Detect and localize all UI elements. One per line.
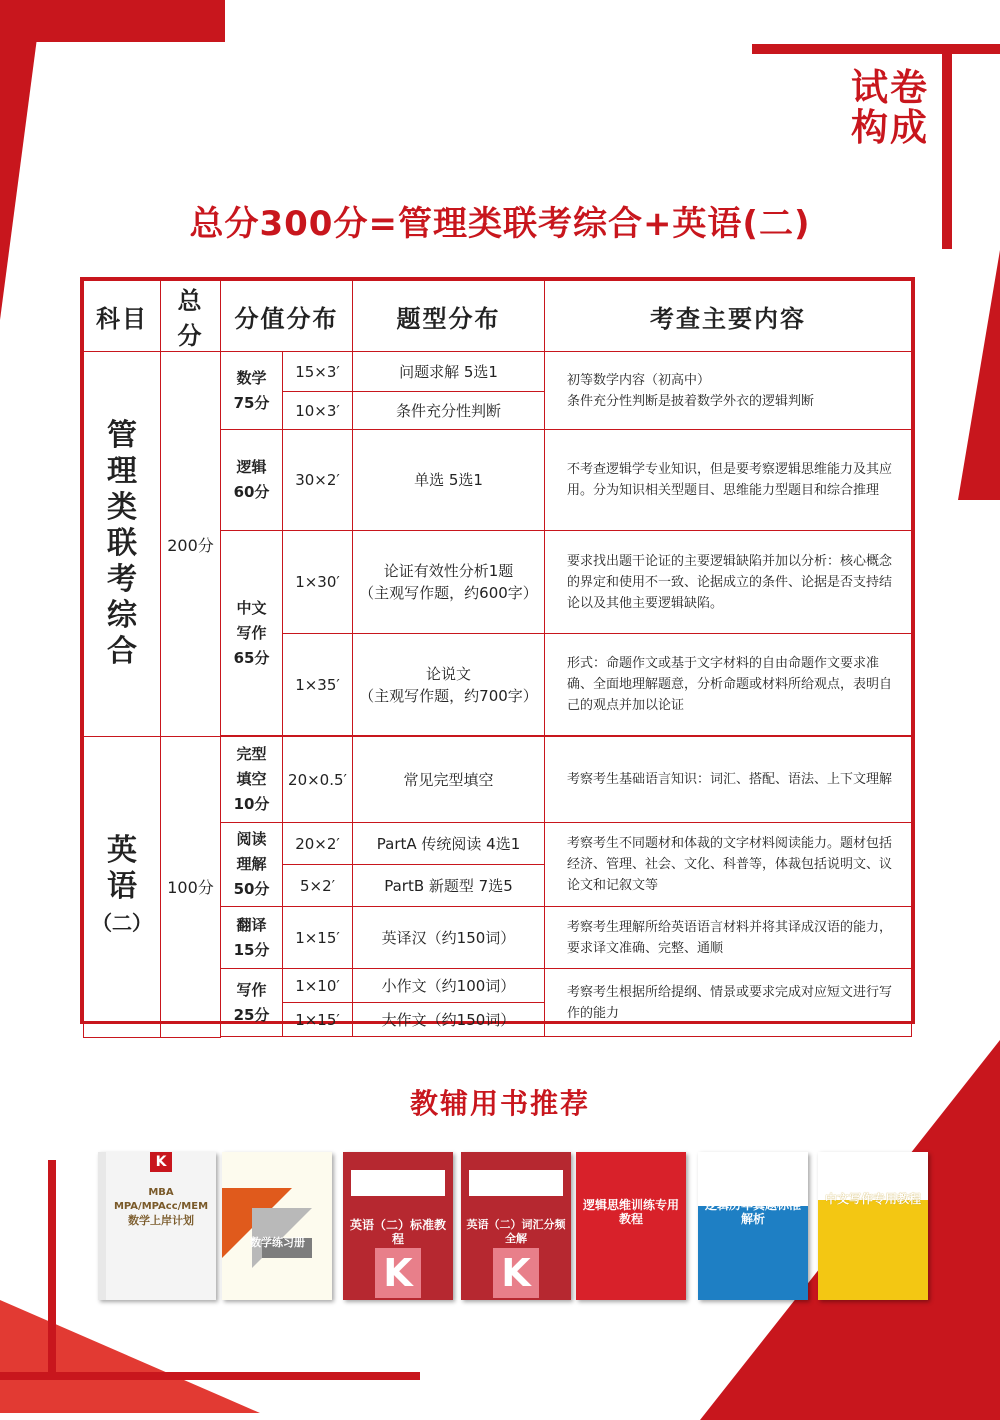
book-title: 逻辑思维训练专用教程 — [582, 1198, 679, 1226]
logo-line-1: 高仕 — [59, 51, 123, 86]
page-title: 总分300分=管理类联考综合+英语(二) — [189, 204, 811, 244]
cloze-dist: 20×0.5′ — [283, 737, 353, 823]
table-row — [84, 737, 912, 823]
section-tag-line-2: 构成 — [851, 106, 929, 149]
table-header-row — [84, 281, 912, 352]
k-logo-icon: K — [375, 1248, 421, 1298]
reading-dist-2: 5×2′ — [283, 865, 353, 907]
writing-dist-1: 1×30′ — [283, 531, 353, 634]
reading-type-2: PartB 新题型 7选5 — [353, 865, 545, 907]
section-composition: 写作 25分 — [221, 969, 283, 1037]
book-cover-logic-past-papers[interactable] — [698, 1152, 808, 1300]
reading-dist-1: 20×2′ — [283, 823, 353, 865]
composition-dist-1: 1×10′ — [283, 969, 353, 1003]
book-title: 数学练习册 — [250, 1236, 305, 1249]
section-chinese-writing: 中文 写作 65分 — [221, 531, 283, 736]
exam-structure-table — [80, 277, 915, 1029]
section-translation: 翻译 15分 — [221, 907, 283, 969]
subject-english: 英 语 （二） — [84, 737, 161, 1038]
book-title: 中文写作专用教程 — [824, 1192, 921, 1206]
composition-desc: 考察考生根据所给提纲、情景或要求完成对应短文进行写作的能力 — [545, 969, 912, 1037]
section-logic: 逻辑 60分 — [221, 430, 283, 531]
math-type-1: 问题求解 5选1 — [353, 352, 545, 392]
math-dist-1: 15×3′ — [283, 352, 353, 392]
k-logo-icon: K — [493, 1248, 539, 1298]
section-cloze: 完型 填空 10分 — [221, 737, 283, 823]
total-english: 100分 — [161, 737, 221, 1038]
reading-type-1: PartA 传统阅读 4选1 — [353, 823, 545, 865]
writing-desc-1: 要求找出题干论证的主要逻辑缺陷并加以分析：核心概念的界定和使用不一致、论据成立的条件、论据是否支持结论以及其他主要逻辑缺陷。 — [545, 531, 912, 634]
book-cover-math-plan[interactable] — [98, 1152, 216, 1300]
red-line-bottom-left-vertical — [48, 1160, 56, 1380]
k-logo-icon: K — [150, 1152, 172, 1172]
red-line-top-right — [752, 44, 1000, 54]
writing-dist-2: 1×35′ — [283, 634, 353, 736]
cover-label-block — [351, 1170, 445, 1196]
translation-type: 英译汉（约150词） — [353, 907, 545, 969]
translation-dist: 1×15′ — [283, 907, 353, 969]
red-wedge-right — [958, 250, 1000, 500]
book-cover-english-course[interactable] — [343, 1152, 453, 1300]
book-cover-chinese-writing[interactable] — [818, 1152, 928, 1300]
total-management: 200分 — [161, 352, 221, 737]
composition-dist-2: 1×15′ — [283, 1003, 353, 1037]
logic-desc: 不考查逻辑学专业知识，但是要考察逻辑思维能力及其应用。分为知识相关型题目、思维能力型题目和综合推理 — [545, 430, 912, 531]
section-reading: 阅读 理解 50分 — [221, 823, 283, 907]
red-corner-top-left — [0, 0, 42, 320]
cloze-type: 常见完型填空 — [353, 737, 545, 823]
writing-type-2: 论说文 （主观写作题，约700字） — [353, 634, 545, 736]
red-diagonal-bottom-left — [0, 1300, 260, 1413]
math-dist-2: 10×3′ — [283, 392, 353, 430]
book-title: 英语（二）标准教程 — [349, 1218, 446, 1246]
cloze-desc: 考察考生基础语言知识：词汇、搭配、语法、上下文理解 — [545, 737, 912, 823]
math-desc: 初等数学内容（初高中） 条件充分性判断是披着数学外衣的逻辑判断 — [545, 352, 912, 430]
table-row — [84, 352, 912, 392]
book-list — [98, 1152, 928, 1302]
subject-management: 管 理 类 联 考 综 合 — [84, 352, 161, 737]
book-cover-english-vocab[interactable] — [461, 1152, 571, 1300]
writing-type-1: 论证有效性分析1题 （主观写作题，约600字） — [353, 531, 545, 634]
book-title: 英语（二）词汇分频全解 — [466, 1218, 566, 1245]
book-title: 逻辑历年真题标准解析 — [704, 1198, 801, 1226]
header-score-distribution: 分值分布 — [221, 281, 353, 352]
header-question-types: 题型分布 — [353, 281, 545, 352]
math-type-2: 条件充分性判断 — [353, 392, 545, 430]
header-content: 考查主要内容 — [545, 281, 912, 352]
red-line-bottom-left — [0, 1372, 420, 1380]
cover-label-block — [469, 1170, 563, 1196]
reading-desc: 考察考生不同题材和体裁的文字材料阅读能力。题材包括经济、管理、社会、文化、科普等，体裁包括说明文、议论文和记叙文等 — [545, 823, 912, 907]
translation-desc: 考察考生理解所给英语语言材料并将其译成汉语的能力，要求译文准确、完整、通顺 — [545, 907, 912, 969]
brand-logo — [48, 42, 134, 136]
book-subtitle: MBA MPA/MPAcc/MEM — [113, 1187, 209, 1212]
logic-type: 单选 5选1 — [353, 430, 545, 531]
book-cover-logic-training[interactable] — [576, 1152, 686, 1300]
composition-type-1: 小作文（约100词） — [353, 969, 545, 1003]
section-math: 数学 75分 — [221, 352, 283, 430]
logic-dist: 30×2′ — [283, 430, 353, 531]
book-cover-math-workbook[interactable] — [222, 1152, 332, 1300]
section-tag-line-1: 试卷 — [851, 66, 929, 109]
book-title: 数学上岸计划 — [128, 1214, 194, 1227]
section-tag — [845, 68, 935, 148]
composition-type-2: 大作文（约150词） — [353, 1003, 545, 1037]
red-band-top-left — [0, 0, 225, 42]
writing-desc-2: 形式：命题作文或基于文字材料的自由命题作文要求准确、全面地理解题意，分析命题或材料所给观点，表明自己的观点并加以论证 — [545, 634, 912, 736]
header-total: 总分 — [161, 281, 221, 352]
header-subject: 科目 — [84, 281, 161, 352]
books-section-title: 教辅用书推荐 — [409, 1087, 590, 1120]
logo-line-2: 华章 — [59, 91, 123, 126]
red-strip-bottom-right — [960, 1100, 1000, 1413]
